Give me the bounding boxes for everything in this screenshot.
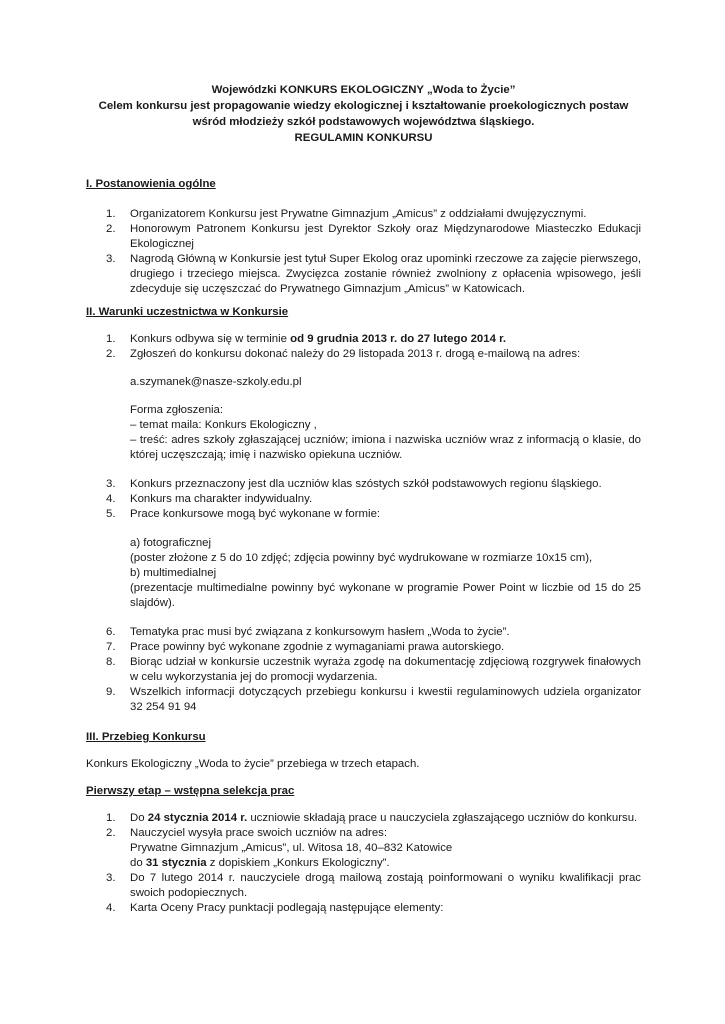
list-item: 9. Wszelkich informacji dotyczących przebiegu konkursu i kwestii regulaminowych udziela organizator 32 254 91 94 [106, 686, 641, 713]
option-a-label: a) fotograficznej [130, 537, 212, 549]
section-3-intro: Konkurs Ekologiczny „Woda to życie” przebiega w trzech etapach. [86, 758, 420, 770]
list-item: 2. Honorowym Patronem Konkursu jest Dyrektor Szkoły oraz Międzynarodowe Miasteczko Edukacji Ekologicznej [106, 223, 641, 250]
list-item: 2. Nauczyciel wysyła prace swoich uczniów na adres: Prywatne Gimnazjum „Amicus”, ul. Witosa 18, 40–832 Katowice do 31 stycznia z dopiskiem „Konkurs Ekologiczny”. [106, 827, 453, 869]
option-b-description: (prezentacje multimedialne powinny być wykonane w programie Power Point w liczbie od 15 do 25 slajdów). [130, 582, 641, 609]
header-regulations-title: REGULAMIN KONKURSU [294, 132, 433, 144]
list-item: 6. Tematyka prac musi być związana z konkursowym hasłem „Woda to życie”. [106, 626, 510, 638]
section-2-list-c [86, 625, 641, 715]
option-a-description: (poster złożone z 5 do 10 zdjęć; zdjęcia powinny być wydrukowane w rozmiarze 10x15 cm), [130, 552, 593, 564]
registration-form-line2: – treść: adres szkoły zgłaszającej uczniów; imiona i nazwiska uczniów wraz z informacją o klasie, do której uczęszczają; imię i nazwisko opiekuna uczniów. [130, 434, 641, 461]
option-b-label: b) multimedialnej [130, 567, 217, 579]
list-item: 3. Do 7 lutego 2014 r. nauczyciele drogą mailową zostają poinformowani o wyniku kwalifikacji prac swoich podopiecznych. [106, 872, 641, 899]
list-item: 7. Prace powinny być wykonane zgodnie z wymaganiami prawa autorskiego. [106, 641, 505, 653]
section-2-list-b [86, 477, 641, 522]
registration-email: a.szymanek@nasze-szkoly.edu.pl [130, 376, 302, 388]
list-item: 3. Konkurs przeznaczony jest dla uczniów klas szóstych szkół podstawowych regionu śląskiego. [106, 478, 602, 490]
stage-1-title: Pierwszy etap – wstępna selekcja prac [86, 785, 295, 797]
list-item: 4. Konkurs ma charakter indywidualny. [106, 493, 313, 505]
list-item: 1. Konkurs odbywa się w terminie od 9 grudnia 2013 r. do 27 lutego 2014 r. [106, 333, 507, 345]
section-2-list-a [86, 332, 641, 362]
document-header [86, 82, 641, 146]
list-item: 4. Karta Oceny Pracy punktacji podlegają następujące elementy: [106, 902, 444, 914]
list-item: 8. Biorąc udział w konkursie uczestnik wyraża zgodę na dokumentację zdjęciową rozgrywek finałowych w celu wykorzystania jej do promocji wydarzenia. [106, 656, 641, 683]
section-1-list [86, 207, 641, 297]
list-item: 2. Zgłoszeń do konkursu dokonać należy do 29 listopada 2013 r. drogą e-mailową na adres: [106, 348, 581, 360]
section-1-title: I. Postanowienia ogólne [86, 178, 216, 190]
list-item: 3. Nagrodą Główną w Konkursie jest tytuł Super Ekolog oraz upominki rzeczowe za zajęcie pierwszego, drugiego i trzeciego miejsca. Zwycięzca zostanie również zwolniony z opłacenia wpisowego, jeśli zdecyduje się uczęszczać do Prywatnego Gimnazjum „Amicus” w Katowicach. [106, 253, 641, 295]
registration-form-title: Forma zgłoszenia: [130, 404, 224, 416]
section-3-title: III. Przebieg Konkursu [86, 731, 206, 743]
list-item: 1. Organizatorem Konkursu jest Prywatne Gimnazjum „Amicus” z oddziałami dwujęzycznymi. [106, 208, 587, 220]
list-item: 1. Do 24 stycznia 2014 r. uczniowie składają prace u nauczyciela zgłaszającego uczniów do konkursu. [106, 812, 638, 824]
header-title: Wojewódzki KONKURS EKOLOGICZNY „Woda to Życie” [211, 84, 516, 96]
header-goal-line1: Celem konkursu jest propagowanie wiedzy ekologicznej i kształtowanie proekologicznych postaw [98, 100, 629, 112]
list-item: 5. Prace konkursowe mogą być wykonane w formie: [106, 508, 381, 520]
section-2-title: II. Warunki uczestnictwa w Konkursie [86, 306, 289, 318]
registration-form-line1: – temat maila: Konkurs Ekologiczny , [130, 419, 317, 431]
header-goal-line2: wśród młodzieży szkół podstawowych województwa śląskiego. [192, 116, 535, 128]
stage-1-list [86, 811, 641, 916]
